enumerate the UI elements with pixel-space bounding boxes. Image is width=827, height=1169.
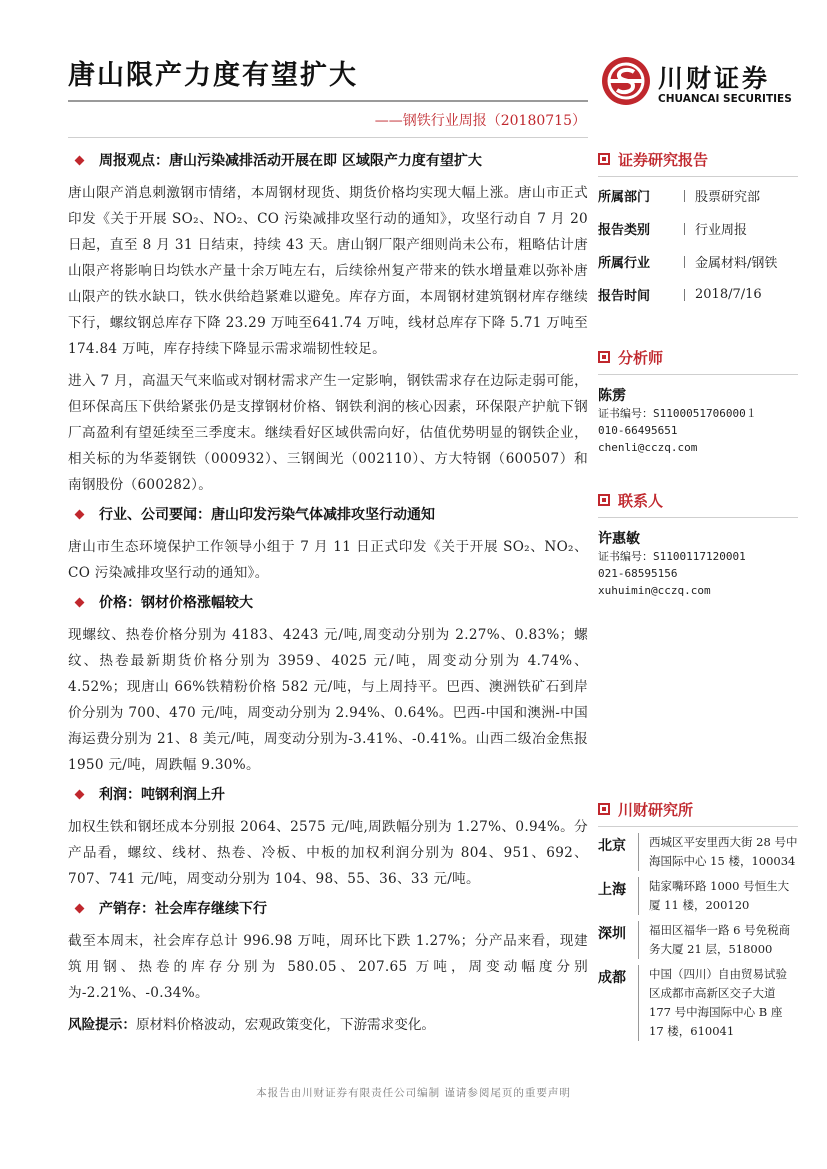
office-city: 深圳 — [598, 926, 626, 942]
office-shenzhen — [598, 921, 798, 959]
info-label: 报告时间 — [598, 289, 651, 304]
section-profit — [68, 784, 588, 892]
sidebar-heading — [598, 798, 798, 820]
info-label: 所属部门 — [598, 190, 651, 205]
section-heading — [68, 898, 588, 918]
sidebar-analyst — [598, 346, 798, 456]
square-bullet-icon — [598, 351, 610, 363]
risk-warning — [68, 1012, 588, 1038]
section-heading-text: 周报观点：唐山污染减排活动开展在即 区域限产力度有望扩大 — [99, 153, 482, 169]
info-row-date — [598, 278, 798, 311]
sidebar-rule — [598, 517, 798, 518]
page-footer: 本报告由川财证券有限责任公司编制 谨请参阅尾页的重要声明 — [256, 1087, 571, 1099]
office-city: 北京 — [598, 838, 626, 854]
info-value: 行业周报 — [695, 223, 748, 238]
sidebar-rule — [598, 374, 798, 375]
office-address: 福田区福华一路 6 号免税商务大厦 21 层，518000 — [649, 923, 791, 956]
title-divider — [68, 100, 588, 102]
section-heading — [68, 150, 588, 170]
section-heading-text: 价格：钢材价格涨幅较大 — [99, 595, 253, 611]
paragraph: 进入 7 月，高温天气来临或对钢材需求产生一定影响，钢铁需求存在边际走弱可能，但环保高压下供给紧张仍是支撑钢材价格、钢铁利润的核心因素，环保限产护航下钢厂高盈利有望延续至三季度末。继续看好区域供需向好，估值优势明显的钢铁企业，相关标的为华菱钢铁（000932）、三钢闽光（002110）、方大特钢（600507）和南钢股份（600282）。 — [68, 373, 588, 493]
sidebar-heading-text: 川财研究所 — [618, 800, 694, 819]
section-price — [68, 592, 588, 778]
sidebar-heading-text: 分析师 — [618, 348, 664, 367]
office-separator — [638, 921, 639, 959]
office-chengdu — [598, 965, 798, 1041]
square-bullet-icon — [598, 494, 610, 506]
office-address: 中国（四川）自由贸易试验区成都市高新区交子大道 177 号中海国际中心 B 座 17 楼，610041 — [649, 967, 787, 1038]
contact-name: 许惠敏 — [598, 531, 640, 547]
section-heading-text: 产销存：社会库存继续下行 — [99, 901, 267, 917]
company-logo — [602, 55, 792, 111]
paragraph: 截至本周末，社会库存总计 996.98 万吨，周环比下跌 1.27%；分产品来看，现建筑用钢、热卷的库存分别为 580.05、207.65 万吨，周变动幅度分别为-2.21%、-0.34%。 — [68, 933, 588, 1001]
analyst-name: 陈雳 — [598, 388, 626, 404]
section-view — [68, 150, 588, 498]
section-news — [68, 504, 588, 586]
section-heading-text: 利润：吨钢利润上升 — [99, 787, 225, 803]
office-separator — [638, 833, 639, 871]
header-rule — [68, 137, 588, 138]
office-beijing — [598, 833, 798, 871]
info-value: 金属材料/钢铁 — [695, 256, 778, 271]
paragraph: 加权生铁和钢坯成本分别报 2064、2575 元/吨,周跌幅分别为 1.27%、0.94%。分产品看，螺纹、线材、热卷、冷板、中板的加权利润分别为 804、951、692、707、741 元/吨，周变动分别为 104、98、55、36、33 元/吨。 — [68, 819, 588, 887]
analyst-email[interactable]: chenli@cczq.com — [598, 441, 698, 454]
risk-label: 风险提示： — [68, 1017, 136, 1033]
section-inventory — [68, 898, 588, 1006]
office-city: 上海 — [598, 882, 626, 898]
office-separator — [638, 965, 639, 1041]
contact-phone: 021-68595156 — [598, 567, 678, 580]
info-label: 报告类别 — [598, 223, 651, 238]
report-title: 唐山限产力度有望扩大 — [68, 60, 358, 91]
logo-chinese-name: 川财证券 — [658, 64, 771, 93]
info-row-department — [598, 179, 798, 212]
section-heading — [68, 592, 588, 612]
diamond-bullet-icon — [75, 509, 85, 519]
contact-email[interactable]: xuhuimin@cczq.com — [598, 584, 711, 597]
logo-english-name: CHUANCAI SECURITIES — [658, 93, 792, 105]
paragraph: 唐山市生态环境保护工作领导小组于 7 月 11 日正式印发《关于开展 SO₂、NO₂、CO 污染减排攻坚行动的通知》。 — [68, 539, 588, 581]
sidebar-heading — [598, 346, 798, 368]
sidebar-heading — [598, 489, 798, 511]
contact-cert: 证书编号：S1100117120001 — [598, 550, 746, 563]
info-separator — [684, 190, 685, 202]
office-address: 西城区平安里西大街 28 号中海国际中心 15 楼，100034 — [649, 835, 798, 868]
sidebar-report-info — [598, 148, 798, 311]
logo-mark-icon — [602, 57, 650, 105]
paragraph: 唐山限产消息刺激钢市情绪，本周钢材现货、期货价格均实现大幅上涨。唐山市正式印发《关于开展 SO₂、NO₂、CO 污染减排攻坚行动的通知》，攻坚行动自 7 月 20 日起，直至 8 月 31 日结束，持续 43 天。唐山钢厂限产细则尚未公布，粗略估计唐山限产将影响日均铁水产量十余万吨左右，后续徐州复产带来的铁水增量难以弥补唐山限产的铁水缺口，铁水供给趋紧难以避免。库存方面，本周钢材建筑钢材库存继续下行，螺纹钢总库存下降 23.29 万吨至641.74 万吨，线材总库存下降 5.71 万吨至 174.84 万吨，库存持续下降显示需求端韧性较足。 — [68, 185, 588, 357]
paragraph: 现螺纹、热卷价格分别为 4183、4243 元/吨,周变动分别为 2.27%、0.83%；螺纹、热卷最新期货价格分别为 3959、4025 元/吨，周变动分别为 4.74%、4.52%；现唐山 66%铁精粉价格 582 元/吨，与上周持平。巴西、澳洲铁矿石到岸价分别为 700、470 元/吨，周变动分别为 2.94%、0.64%。巴西-中国和澳洲-中国海运费分别为 21、8 美元/吨，周变动分别为-3.41%、-0.41%。山西二级冶金焦报1950 元/吨，周跌幅 9.30%。 — [68, 627, 588, 773]
info-separator — [684, 256, 685, 268]
sidebar-rule — [598, 176, 798, 177]
report-subtitle: ——钢铁行业周报（20180715） — [374, 113, 586, 129]
info-value: 股票研究部 — [695, 190, 761, 205]
info-row-industry — [598, 245, 798, 278]
section-heading — [68, 784, 588, 804]
section-heading — [68, 504, 588, 524]
sidebar-heading-text: 证券研究报告 — [618, 150, 709, 169]
info-value: 2018/7/16 — [695, 287, 762, 302]
diamond-bullet-icon — [75, 597, 85, 607]
info-label: 所属行业 — [598, 256, 651, 271]
info-separator — [684, 289, 685, 301]
risk-text: 原材料价格波动，宏观政策变化，下游需求变化。 — [135, 1017, 436, 1033]
sidebar-heading-text: 联系人 — [618, 491, 664, 510]
square-bullet-icon — [598, 153, 610, 165]
main-content — [68, 146, 588, 1038]
section-heading-text: 行业、公司要闻：唐山印发污染气体减排攻坚行动通知 — [99, 507, 435, 523]
office-address: 陆家嘴环路 1000 号恒生大厦 11 楼，200120 — [649, 879, 790, 912]
sidebar-contact — [598, 489, 798, 599]
info-row-category — [598, 212, 798, 245]
sidebar-rule — [598, 826, 798, 827]
sidebar-institute — [598, 798, 798, 1047]
diamond-bullet-icon — [75, 789, 85, 799]
office-separator — [638, 877, 639, 915]
office-city: 成都 — [598, 970, 626, 986]
diamond-bullet-icon — [75, 155, 85, 165]
square-bullet-icon — [598, 803, 610, 815]
diamond-bullet-icon — [75, 903, 85, 913]
info-separator — [684, 223, 685, 235]
office-shanghai — [598, 877, 798, 915]
analyst-phone: 010-66495651 — [598, 424, 678, 437]
sidebar-heading — [598, 148, 798, 170]
analyst-cert: 证书编号：S1100051706000１ — [598, 407, 757, 420]
